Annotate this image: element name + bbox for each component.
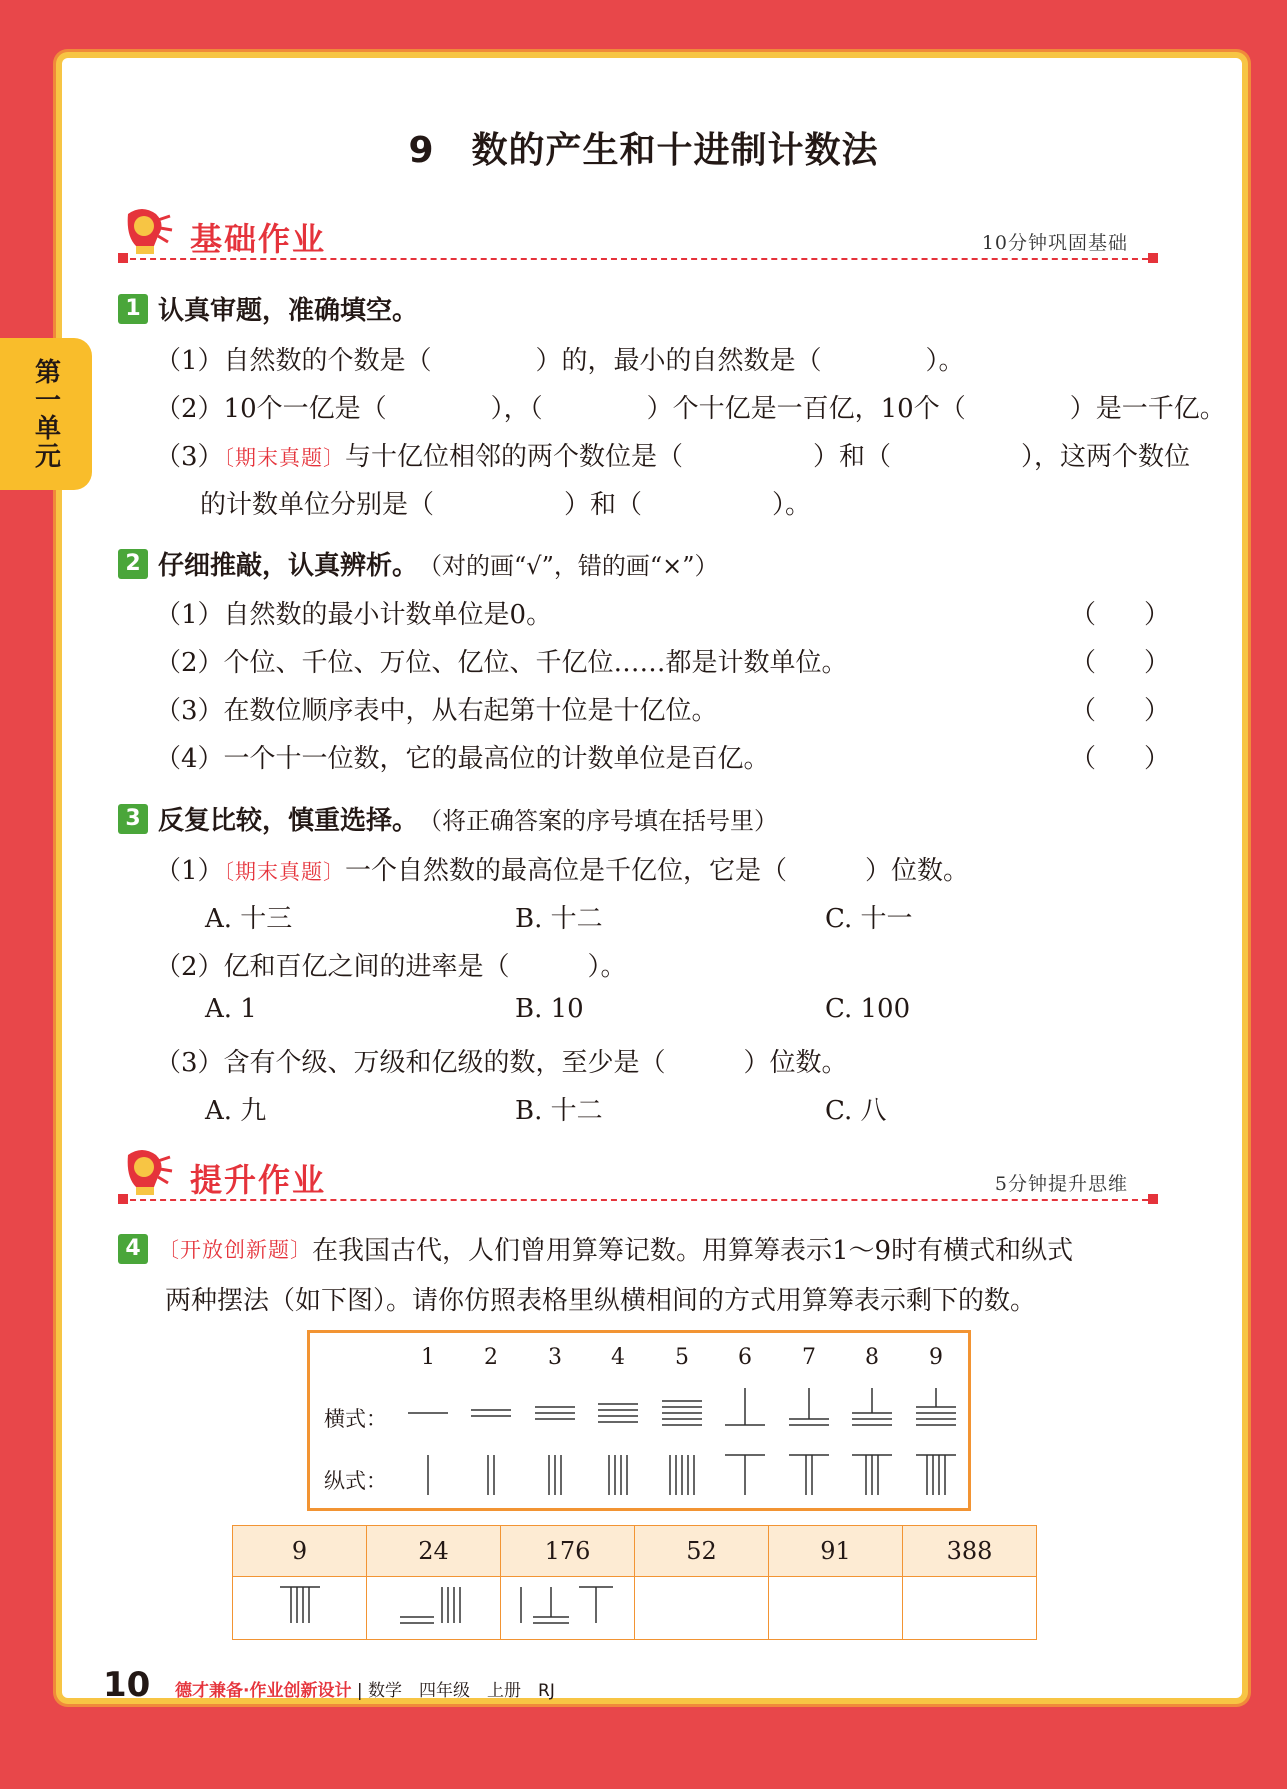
option-a[interactable]: A. 1 <box>205 994 257 1024</box>
question-1-header <box>118 290 418 327</box>
item-index: （1） <box>155 856 224 886</box>
question-3-header <box>118 800 778 837</box>
q3-item-1 <box>155 850 969 887</box>
item-text: 在我国古代，人们曾用算筹记数。用算筹表示1～9时有横式和纵式 <box>312 1236 1074 1266</box>
rod-numeral-176 <box>513 1583 623 1627</box>
rod-answer-blank[interactable] <box>635 1577 769 1640</box>
q1-line-2: （2）10个一亿是（ ），（ ）个十亿是一百亿，10个（ ）是一千亿。 <box>155 394 1226 424</box>
question-3-instruction: （将正确答案的序号填在括号里） <box>418 807 779 835</box>
digit-label: 5 <box>675 1345 689 1370</box>
answer-paren[interactable]: （） <box>1070 648 1219 678</box>
digit-label: 2 <box>484 1345 498 1370</box>
rod-answer-blank[interactable] <box>903 1577 1037 1640</box>
q2-item: （3）在数位顺序表中，从右起第十位是十亿位。 <box>155 696 718 726</box>
question-2-header <box>118 545 719 582</box>
divider <box>120 258 1158 260</box>
q4-line-1 <box>118 1230 1073 1267</box>
rod-cell-example <box>233 1577 367 1640</box>
digit-label: 6 <box>738 1345 752 1370</box>
table-header-cell: 176 <box>501 1526 635 1577</box>
question-3-title: 反复比较，慎重选择。 <box>158 806 419 836</box>
q1-line-4: 的计数单位分别是（ ）和（ ）。 <box>200 490 812 520</box>
question-number: 4 <box>118 1234 148 1264</box>
table-header-cell: 388 <box>903 1526 1037 1577</box>
rod-glyphs <box>310 1333 968 1508</box>
page-title: 9 数的产生和十进制计数法 <box>408 130 879 171</box>
q4-line-2: 两种摆法（如下图）。请你仿照表格里纵横相间的方式用算筹表示剩下的数。 <box>165 1286 1037 1316</box>
unit-side-tab <box>0 338 92 490</box>
section-advanced-title: 提升作业 <box>190 1161 327 1199</box>
section-basic-note: 10分钟巩固基础 <box>981 232 1128 254</box>
table-header-cell: 52 <box>635 1526 769 1577</box>
exam-tag: 〔期末真题〕 <box>223 446 346 470</box>
section-advanced-note: 5分钟提升思维 <box>994 1173 1128 1195</box>
divider-end <box>1148 1194 1158 1204</box>
counting-rods-reference <box>307 1330 971 1511</box>
rod-cell-example <box>367 1577 501 1640</box>
rod-answer-table <box>232 1525 1037 1640</box>
answer-paren[interactable]: （） <box>1070 744 1219 774</box>
divider-end <box>118 1194 128 1204</box>
option-b[interactable]: B. 十二 <box>515 904 603 934</box>
horizontal-form-label: 横式： <box>324 1407 387 1431</box>
option-c[interactable]: C. 十一 <box>825 904 913 934</box>
digit-label: 3 <box>548 1345 562 1370</box>
section-basic-title: 基础作业 <box>190 220 327 258</box>
digit-label: 7 <box>802 1345 816 1370</box>
answer-paren[interactable]: （） <box>1070 696 1219 726</box>
digit-label: 9 <box>929 1345 943 1370</box>
table-header-cell: 9 <box>233 1526 367 1577</box>
footer-subject: | 数学 四年级 上册 RJ <box>356 1681 555 1701</box>
divider-end <box>118 253 128 263</box>
q3-item-2: （2）亿和百亿之间的进率是（ ）。 <box>155 952 627 982</box>
option-b[interactable]: B. 十二 <box>515 1096 603 1126</box>
digit-label: 4 <box>611 1345 625 1370</box>
question-2-instruction: （对的画“√”，错的画“×”） <box>418 552 719 580</box>
rod-cell-example <box>501 1577 635 1640</box>
table-header-cell: 91 <box>769 1526 903 1577</box>
divider <box>120 1199 1158 1201</box>
q3-item-3: （3）含有个级、万级和亿级的数，至少是（ ）位数。 <box>155 1048 848 1078</box>
rod-answer-blank[interactable] <box>769 1577 903 1640</box>
item-text: 与十亿位相邻的两个数位是（ ）和（ ），这两个数位 <box>345 442 1191 472</box>
page-number: 10 <box>103 1665 151 1705</box>
option-c[interactable]: C. 八 <box>825 1096 887 1126</box>
footer-brand: 德才兼备·作业创新设计 <box>175 1681 352 1701</box>
unit-label: 第一单元 <box>30 358 61 470</box>
question-number: 1 <box>118 294 148 324</box>
option-a[interactable]: A. 十三 <box>205 904 293 934</box>
q2-item: （2）个位、千位、万位、亿位、千亿位……都是计数单位。 <box>155 648 848 678</box>
q2-item: （4）一个十一位数，它的最高位的计数单位是百亿。 <box>155 744 770 774</box>
innovation-tag: 〔开放创新题〕 <box>158 1237 312 1262</box>
question-1-title: 认真审题，准确填空。 <box>158 296 419 326</box>
q1-line-1: （1）自然数的个数是（ ）的，最小的自然数是（ ）。 <box>155 346 965 376</box>
question-number: 2 <box>118 549 148 579</box>
question-number: 3 <box>118 804 148 834</box>
section-advanced-header <box>118 1147 1158 1207</box>
q1-line-3 <box>155 436 1190 473</box>
question-2-title: 仔细推敲，认真辨析。 <box>158 551 419 581</box>
item-text: 一个自然数的最高位是千亿位，它是（ ）位数。 <box>345 856 970 886</box>
answer-paren[interactable]: （） <box>1070 600 1219 630</box>
item-index: （3） <box>155 442 224 472</box>
digit-label: 8 <box>865 1345 879 1370</box>
option-b[interactable]: B. 10 <box>515 994 584 1024</box>
table-header-cell: 24 <box>367 1526 501 1577</box>
option-c[interactable]: C. 100 <box>825 994 911 1024</box>
section-basic-header <box>118 206 1158 266</box>
footer-info <box>175 1676 555 1701</box>
rod-numeral-24 <box>394 1583 474 1627</box>
option-a[interactable]: A. 九 <box>205 1096 267 1126</box>
divider-end <box>1148 253 1158 263</box>
vertical-form-label: 纵式： <box>324 1469 387 1493</box>
rod-numeral-9 <box>270 1583 330 1627</box>
q2-item: （1）自然数的最小计数单位是0。 <box>155 600 553 630</box>
digit-label: 1 <box>421 1345 435 1370</box>
exam-tag: 〔期末真题〕 <box>223 860 346 884</box>
